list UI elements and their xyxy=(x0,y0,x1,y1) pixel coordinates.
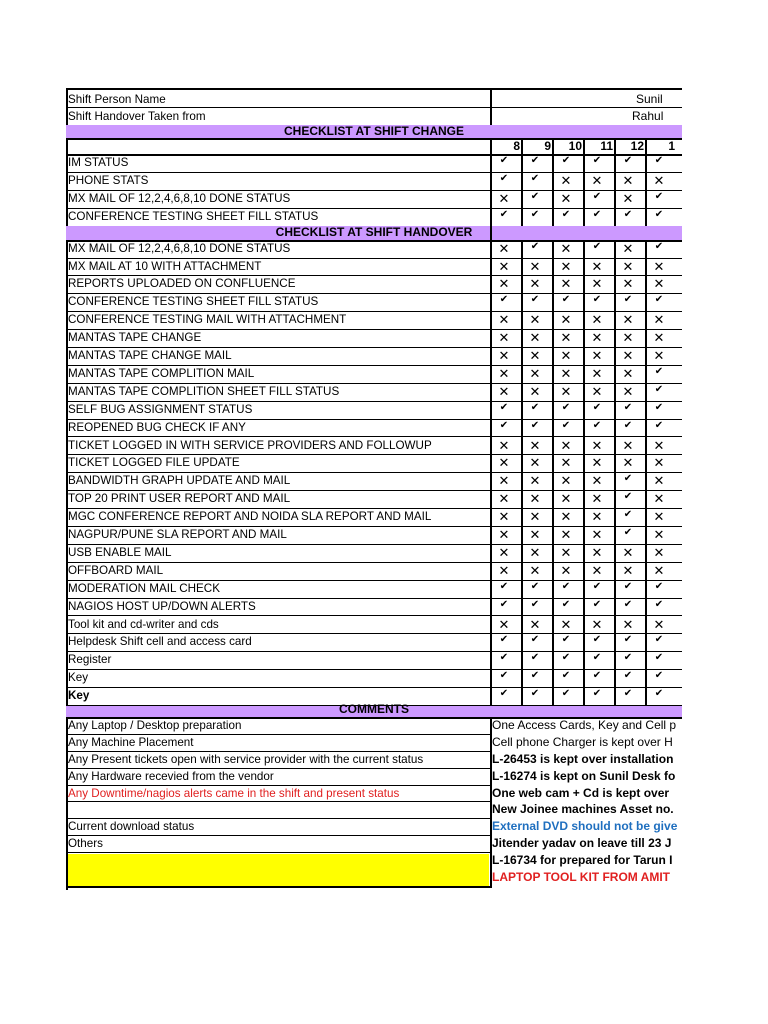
grid-line xyxy=(645,138,647,226)
check-icon: ✔ xyxy=(654,365,664,377)
section-title-shift-handover: CHECKLIST AT SHIFT HANDOVER xyxy=(275,225,473,239)
check-icon: ✔ xyxy=(654,240,664,252)
cross-icon: ✕ xyxy=(560,240,572,256)
cross-icon: ✕ xyxy=(653,509,665,525)
shift-handover-row-label: MX MAIL OF 12,2,4,6,8,10 DONE STATUS xyxy=(68,240,291,255)
shift-person-row xyxy=(66,90,682,108)
check-icon: ✔ xyxy=(623,634,633,646)
check-icon: ✔ xyxy=(530,652,540,664)
check-icon: ✔ xyxy=(592,155,602,166)
grid-line xyxy=(66,107,682,108)
check-icon: ✔ xyxy=(561,208,571,220)
grid-line xyxy=(645,240,647,705)
cross-icon: ✕ xyxy=(560,544,572,560)
cross-icon: ✕ xyxy=(498,348,510,363)
cross-icon: ✕ xyxy=(498,190,510,206)
grid-line xyxy=(66,835,490,836)
cross-icon: ✕ xyxy=(498,258,510,274)
cross-icon: ✕ xyxy=(591,383,603,399)
cross-icon: ✕ xyxy=(622,330,634,346)
column-hour-8: 8 xyxy=(513,139,520,153)
check-icon: ✔ xyxy=(623,527,633,538)
cross-icon: ✕ xyxy=(560,509,572,525)
cross-icon: ✕ xyxy=(653,562,665,578)
check-icon: ✔ xyxy=(499,598,509,610)
grid-line xyxy=(583,138,585,226)
cross-icon: ✕ xyxy=(560,616,572,632)
check-icon: ✔ xyxy=(530,580,540,592)
cross-icon: ✕ xyxy=(498,562,510,578)
check-icon: ✔ xyxy=(623,688,633,700)
cross-icon: ✕ xyxy=(622,383,634,399)
check-icon: ✔ xyxy=(530,240,540,252)
shift-handover-row-label: SELF BUG ASSIGNMENT STATUS xyxy=(68,401,253,416)
shift-handover-row-label: REPORTS UPLOADED ON CONFLUENCE xyxy=(68,276,296,291)
check-icon: ✔ xyxy=(530,688,540,700)
grid-line xyxy=(66,88,682,90)
shift-change-row-label: PHONE STATS xyxy=(68,172,149,187)
cross-icon: ✕ xyxy=(529,365,541,381)
comment-row-value: L-26453 is kept over installation xyxy=(492,752,674,766)
check-icon: ✔ xyxy=(530,208,540,220)
cross-icon: ✕ xyxy=(591,544,603,560)
shift-handover-row-label: NAGIOS HOST UP/DOWN ALERTS xyxy=(68,598,256,613)
check-icon: ✔ xyxy=(530,634,540,646)
check-icon: ✔ xyxy=(561,419,571,431)
check-icon: ✔ xyxy=(561,294,571,306)
check-icon: ✔ xyxy=(561,634,571,646)
comment-row-label: Any Hardware recevied from the vendor xyxy=(68,769,274,783)
shift-handover-row-label: MANTAS TAPE COMPLITION MAIL xyxy=(68,365,255,380)
grid-line xyxy=(521,138,523,226)
cross-icon: ✕ xyxy=(560,491,572,507)
grid-line xyxy=(490,138,492,705)
check-icon: ✔ xyxy=(592,688,602,700)
cross-icon: ✕ xyxy=(653,491,665,507)
cross-icon: ✕ xyxy=(498,437,510,453)
comment-row-label: Any Machine Placement xyxy=(68,735,194,749)
cross-icon: ✕ xyxy=(529,491,541,507)
shift-handover-row-label: MX MAIL AT 10 WITH ATTACHMENT xyxy=(68,258,262,273)
cross-icon: ✕ xyxy=(529,258,541,274)
check-icon: ✔ xyxy=(561,670,571,682)
cross-icon: ✕ xyxy=(560,172,572,188)
cross-icon: ✕ xyxy=(560,383,572,399)
shift-person-value: Sunil xyxy=(636,92,663,106)
check-icon: ✔ xyxy=(499,294,509,306)
cross-icon: ✕ xyxy=(622,312,634,328)
cross-icon: ✕ xyxy=(591,509,603,525)
check-icon: ✔ xyxy=(592,190,602,202)
check-icon: ✔ xyxy=(499,208,509,220)
check-icon: ✔ xyxy=(654,190,664,202)
shift-handover-row-label: CONFERENCE TESTING SHEET FILL STATUS xyxy=(68,294,319,309)
check-icon: ✔ xyxy=(654,383,664,395)
shift-handover-row-label: TICKET LOGGED IN WITH SERVICE PROVIDERS AND FOLLOWUP xyxy=(68,437,432,452)
cross-icon: ✕ xyxy=(591,491,603,507)
column-hour-11: 11 xyxy=(600,139,613,153)
grid-line xyxy=(552,138,554,226)
cross-icon: ✕ xyxy=(560,312,572,328)
cross-icon: ✕ xyxy=(498,509,510,525)
cross-icon: ✕ xyxy=(498,383,510,399)
check-icon: ✔ xyxy=(592,598,602,610)
cross-icon: ✕ xyxy=(591,312,603,328)
shift-handover-row-label: USB ENABLE MAIL xyxy=(68,544,172,559)
cross-icon: ✕ xyxy=(560,527,572,542)
check-icon: ✔ xyxy=(499,401,509,413)
check-icon: ✔ xyxy=(499,688,509,700)
cross-icon: ✕ xyxy=(591,437,603,453)
check-icon: ✔ xyxy=(530,401,540,413)
grid-line xyxy=(66,886,492,888)
cross-icon: ✕ xyxy=(591,365,603,381)
section-title-shift-change: CHECKLIST AT SHIFT CHANGE xyxy=(284,124,464,138)
cross-icon: ✕ xyxy=(591,330,603,346)
check-icon: ✔ xyxy=(654,580,664,592)
check-icon: ✔ xyxy=(499,670,509,682)
check-icon: ✔ xyxy=(561,652,571,664)
comment-row-value: One Access Cards, Key and Cell p xyxy=(492,718,677,732)
cross-icon: ✕ xyxy=(653,527,665,542)
cross-icon: ✕ xyxy=(498,473,510,489)
cross-icon: ✕ xyxy=(622,562,634,578)
cross-icon: ✕ xyxy=(622,190,634,206)
cross-icon: ✕ xyxy=(653,312,665,328)
shift-handover-row-label: MANTAS TAPE CHANGE xyxy=(68,330,202,345)
cross-icon: ✕ xyxy=(529,473,541,489)
highlight-cell xyxy=(68,854,489,886)
cross-icon: ✕ xyxy=(653,348,665,363)
cross-icon: ✕ xyxy=(498,330,510,346)
cross-icon: ✕ xyxy=(591,276,603,292)
check-icon: ✔ xyxy=(623,670,633,682)
shift-change-row-label: MX MAIL OF 12,2,4,6,8,10 DONE STATUS xyxy=(68,190,291,205)
cross-icon: ✕ xyxy=(560,455,572,471)
check-icon: ✔ xyxy=(561,580,571,592)
comment-row-value: Cell phone Charger is kept over H xyxy=(492,735,673,749)
shift-handover-row-label: MGC CONFERENCE REPORT AND NOIDA SLA REPORT AND MAIL xyxy=(68,509,432,524)
cross-icon: ✕ xyxy=(622,455,634,471)
check-icon: ✔ xyxy=(592,208,602,220)
cross-icon: ✕ xyxy=(498,616,510,632)
check-icon: ✔ xyxy=(530,155,540,166)
column-hour-9: 9 xyxy=(544,139,551,153)
check-icon: ✔ xyxy=(499,652,509,664)
check-icon: ✔ xyxy=(623,580,633,592)
cross-icon: ✕ xyxy=(498,276,510,292)
grid-line xyxy=(66,852,490,853)
check-icon: ✔ xyxy=(592,240,602,252)
check-icon: ✔ xyxy=(654,208,664,220)
cross-icon: ✕ xyxy=(653,437,665,453)
check-icon: ✔ xyxy=(654,155,664,166)
cross-icon: ✕ xyxy=(591,562,603,578)
check-icon: ✔ xyxy=(530,419,540,431)
cross-icon: ✕ xyxy=(498,491,510,507)
handover-from-label: Shift Handover Taken from xyxy=(68,109,206,123)
check-icon: ✔ xyxy=(654,634,664,646)
cross-icon: ✕ xyxy=(653,172,665,188)
grid-line xyxy=(552,240,554,705)
cross-icon: ✕ xyxy=(498,240,510,256)
cross-icon: ✕ xyxy=(653,616,665,632)
shift-change-row-label: IM STATUS xyxy=(68,155,129,169)
grid-line xyxy=(614,138,616,226)
shift-handover-row-label: CONFERENCE TESTING MAIL WITH ATTACHMENT xyxy=(68,312,347,327)
check-icon: ✔ xyxy=(623,208,633,220)
check-icon: ✔ xyxy=(530,172,540,184)
cross-icon: ✕ xyxy=(498,455,510,471)
cross-icon: ✕ xyxy=(653,330,665,346)
cross-icon: ✕ xyxy=(560,348,572,363)
grid-line xyxy=(583,240,585,705)
cross-icon: ✕ xyxy=(591,172,603,188)
cross-icon: ✕ xyxy=(591,348,603,363)
check-icon: ✔ xyxy=(530,294,540,306)
cross-icon: ✕ xyxy=(622,276,634,292)
check-icon: ✔ xyxy=(592,652,602,664)
shift-handover-row-label: Tool kit and cd-writer and cds xyxy=(68,616,219,631)
cross-icon: ✕ xyxy=(622,544,634,560)
check-icon: ✔ xyxy=(623,401,633,413)
grid-line xyxy=(521,240,523,705)
cross-icon: ✕ xyxy=(591,527,603,542)
cross-icon: ✕ xyxy=(653,544,665,560)
column-hour-12: 12 xyxy=(630,139,644,153)
check-icon: ✔ xyxy=(623,652,633,664)
shift-person-label: Shift Person Name xyxy=(68,92,166,106)
check-icon: ✔ xyxy=(530,598,540,610)
check-icon: ✔ xyxy=(654,688,664,700)
cross-icon: ✕ xyxy=(560,276,572,292)
cross-icon: ✕ xyxy=(653,276,665,292)
check-icon: ✔ xyxy=(499,155,509,166)
check-icon: ✔ xyxy=(592,294,602,306)
check-icon: ✔ xyxy=(561,155,571,166)
check-icon: ✔ xyxy=(499,172,509,184)
cross-icon: ✕ xyxy=(560,365,572,381)
cross-icon: ✕ xyxy=(529,312,541,328)
column-hour-10: 10 xyxy=(568,139,582,153)
handover-from-value: Rahul xyxy=(632,109,664,123)
check-icon: ✔ xyxy=(561,688,571,700)
cross-icon: ✕ xyxy=(653,455,665,471)
check-icon: ✔ xyxy=(623,598,633,610)
grid-line xyxy=(490,717,492,886)
check-icon: ✔ xyxy=(499,580,509,592)
check-icon: ✔ xyxy=(654,401,664,413)
grid-line xyxy=(614,240,616,705)
cross-icon: ✕ xyxy=(529,383,541,399)
comment-row-value: New Joinee machines Asset no. xyxy=(492,802,674,816)
shift-handover-row-label: NAGPUR/PUNE SLA REPORT AND MAIL xyxy=(68,527,287,541)
column-hour-1: 1 xyxy=(668,139,675,153)
cross-icon: ✕ xyxy=(529,330,541,346)
cross-icon: ✕ xyxy=(498,312,510,328)
check-icon: ✔ xyxy=(623,509,633,521)
cross-icon: ✕ xyxy=(591,455,603,471)
cross-icon: ✕ xyxy=(498,365,510,381)
shift-handover-row-label: MANTAS TAPE CHANGE MAIL xyxy=(68,348,232,362)
cross-icon: ✕ xyxy=(622,258,634,274)
section-title-comments: COMMENTS xyxy=(339,702,409,716)
check-icon: ✔ xyxy=(561,401,571,413)
cross-icon: ✕ xyxy=(622,616,634,632)
cross-icon: ✕ xyxy=(622,240,634,256)
comment-row-label: Any Downtime/nagios alerts came in the shift and present status xyxy=(68,786,400,800)
cross-icon: ✕ xyxy=(560,437,572,453)
check-icon: ✔ xyxy=(530,190,540,202)
comment-row-label: Any Present tickets open with service provider with the current status xyxy=(68,752,424,766)
cross-icon: ✕ xyxy=(529,562,541,578)
cross-icon: ✕ xyxy=(529,276,541,292)
comment-row-value: L-16734 for prepared for Tarun I xyxy=(492,853,673,867)
cross-icon: ✕ xyxy=(529,455,541,471)
cross-icon: ✕ xyxy=(560,562,572,578)
shift-handover-row-label: REOPENED BUG CHECK IF ANY xyxy=(68,419,246,434)
check-icon: ✔ xyxy=(499,634,509,646)
shift-handover-row-label: TOP 20 PRINT USER REPORT AND MAIL xyxy=(68,491,291,506)
check-icon: ✔ xyxy=(623,419,633,431)
check-icon: ✔ xyxy=(623,294,633,306)
comment-row-value: One web cam + Cd is kept over xyxy=(492,786,670,800)
shift-handover-row-label: Key xyxy=(68,670,89,685)
check-icon: ✔ xyxy=(654,670,664,682)
comment-row-value: LAPTOP TOOL KIT FROM AMIT xyxy=(492,870,671,884)
check-icon: ✔ xyxy=(654,598,664,610)
comment-row-value: L-16274 is kept on Sunil Desk fo xyxy=(492,769,676,783)
cross-icon: ✕ xyxy=(529,437,541,453)
check-icon: ✔ xyxy=(623,473,633,485)
cross-icon: ✕ xyxy=(529,544,541,560)
cross-icon: ✕ xyxy=(653,258,665,274)
shift-handover-row-label: BANDWIDTH GRAPH UPDATE AND MAIL xyxy=(68,473,291,488)
grid-line xyxy=(490,88,492,126)
check-icon: ✔ xyxy=(592,419,602,431)
cross-icon: ✕ xyxy=(653,473,665,489)
check-icon: ✔ xyxy=(592,634,602,646)
cross-icon: ✕ xyxy=(622,348,634,363)
comment-row-label: Any Laptop / Desktop preparation xyxy=(68,718,242,732)
grid-line xyxy=(66,801,490,802)
shift-handover-row-label: TICKET LOGGED FILE UPDATE xyxy=(68,455,240,470)
check-icon: ✔ xyxy=(592,401,602,413)
shift-handover-row-label: MODERATION MAIL CHECK xyxy=(68,580,220,595)
check-icon: ✔ xyxy=(530,670,540,682)
check-icon: ✔ xyxy=(499,419,509,431)
check-icon: ✔ xyxy=(561,598,571,610)
cross-icon: ✕ xyxy=(560,258,572,274)
shift-handover-row-label: Helpdesk Shift cell and access card xyxy=(68,634,252,649)
comment-row-value: External DVD should not be give xyxy=(492,819,678,833)
shift-change-row-label: CONFERENCE TESTING SHEET FILL STATUS xyxy=(68,208,319,223)
cross-icon: ✕ xyxy=(622,365,634,381)
cross-icon: ✕ xyxy=(529,348,541,363)
check-icon: ✔ xyxy=(592,580,602,592)
cross-icon: ✕ xyxy=(560,190,572,206)
shift-handover-row-label: OFFBOARD MAIL xyxy=(68,562,164,577)
cross-icon: ✕ xyxy=(529,509,541,525)
check-icon: ✔ xyxy=(654,419,664,431)
cross-icon: ✕ xyxy=(622,437,634,453)
cross-icon: ✕ xyxy=(591,473,603,489)
comment-row-value: Jitender yadav on leave till 23 J xyxy=(492,836,672,850)
cross-icon: ✕ xyxy=(591,616,603,632)
check-icon: ✔ xyxy=(592,670,602,682)
cross-icon: ✕ xyxy=(498,544,510,560)
cross-icon: ✕ xyxy=(622,172,634,188)
shift-handover-row-label: Key xyxy=(68,688,90,703)
check-icon: ✔ xyxy=(623,491,633,503)
comment-row-label: Others xyxy=(68,836,103,850)
cross-icon: ✕ xyxy=(560,330,572,346)
cross-icon: ✕ xyxy=(498,527,510,542)
check-icon: ✔ xyxy=(654,652,664,664)
shift-handover-row-label: Register xyxy=(68,652,112,667)
check-icon: ✔ xyxy=(654,294,664,306)
cross-icon: ✕ xyxy=(529,527,541,542)
cross-icon: ✕ xyxy=(560,473,572,489)
shift-handover-row-label: MANTAS TAPE COMPLITION SHEET FILL STATUS xyxy=(68,383,340,398)
cross-icon: ✕ xyxy=(591,258,603,274)
cross-icon: ✕ xyxy=(529,616,541,632)
check-icon: ✔ xyxy=(623,155,633,166)
comment-row-label: Current download status xyxy=(68,819,195,833)
